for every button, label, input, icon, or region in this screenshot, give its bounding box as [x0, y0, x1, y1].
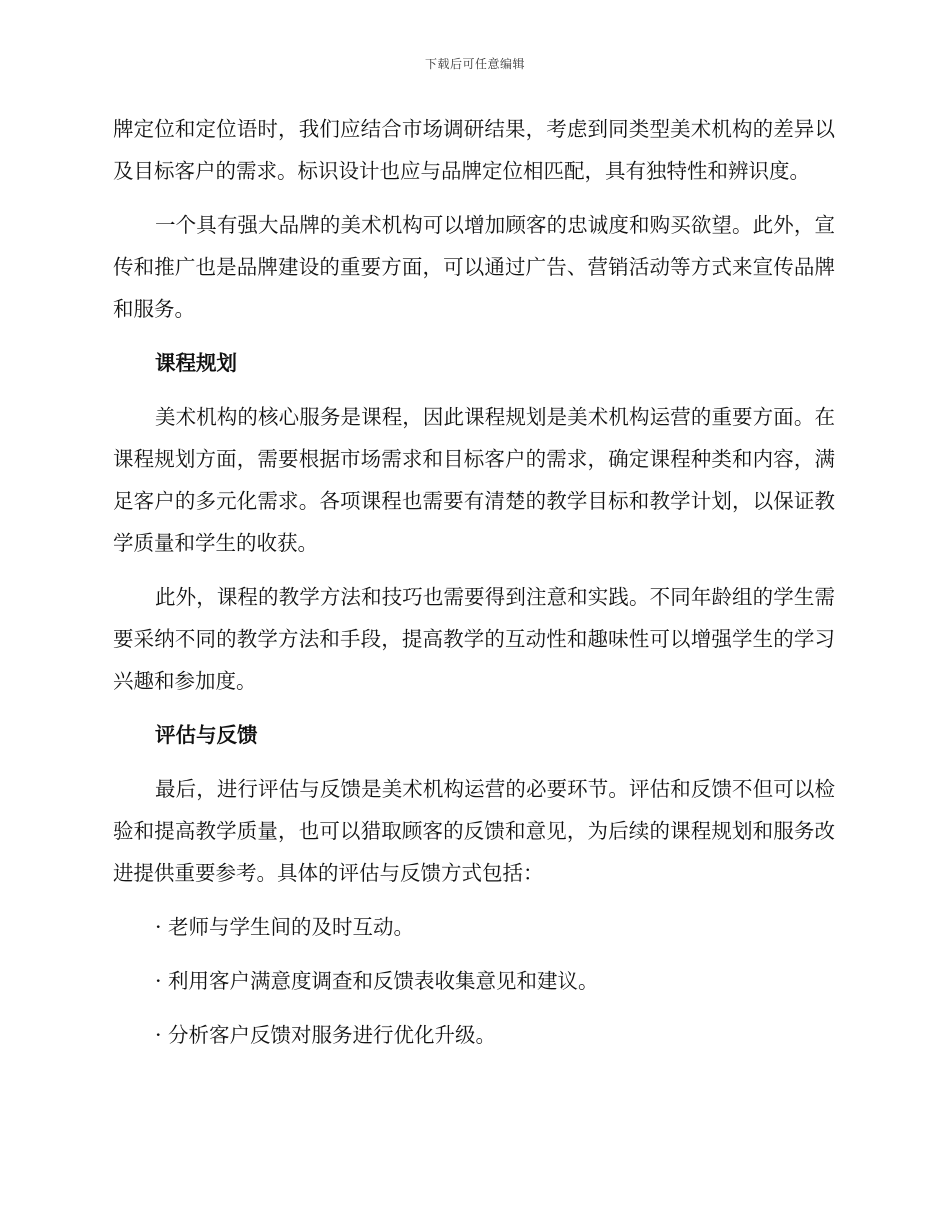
section-heading-course-planning: 课程规划: [155, 351, 237, 375]
paragraph-brand-positioning: 牌定位和定位语时，我们应结合市场调研结果，考虑到同类型美术机构的差异以及目标客户的需求。标识设计也应与品牌定位相匹配，具有独特性和辨识度。: [113, 117, 835, 183]
list-item: · 利用客户满意度调查和反馈表收集意见和建议。: [155, 969, 599, 993]
paragraph-teaching-methods: 此外，课程的教学方法和技巧也需要得到注意和实践。不同年龄组的学生需要采纳不同的教学方法和手段，提高教学的互动性和趣味性可以增强学生的学习兴趣和参加度。: [113, 585, 835, 693]
page-header-note: 下载后可任意编辑: [424, 57, 525, 71]
section-heading-evaluation-feedback: 评估与反馈: [155, 723, 258, 747]
paragraph-brand-strength: 一个具有强大品牌的美术机构可以增加顾客的忠诚度和购买欲望。此外，宣传和推广也是品牌建设的重要方面，可以通过广告、营销活动等方式来宣传品牌和服务。: [113, 213, 835, 321]
list-item: · 老师与学生间的及时互动。: [155, 915, 415, 939]
list-item: · 分析客户反馈对服务进行优化升级。: [155, 1023, 497, 1047]
paragraph-course-planning: 美术机构的核心服务是课程，因此课程规划是美术机构运营的重要方面。在课程规划方面，需要根据市场需求和目标客户的需求，确定课程种类和内容，满足客户的多元化需求。各项课程也需要有清楚的教学目标和教学计划，以保证教学质量和学生的收获。: [113, 405, 835, 555]
document-body: [113, 108, 835, 1068]
paragraph-evaluation-feedback: 最后，进行评估与反馈是美术机构运营的必要环节。评估和反馈不但可以检验和提高教学质量，也可以猎取顾客的反馈和意见，为后续的课程规划和服务改进提供重要参考。具体的评估与反馈方式包括：: [113, 777, 835, 885]
